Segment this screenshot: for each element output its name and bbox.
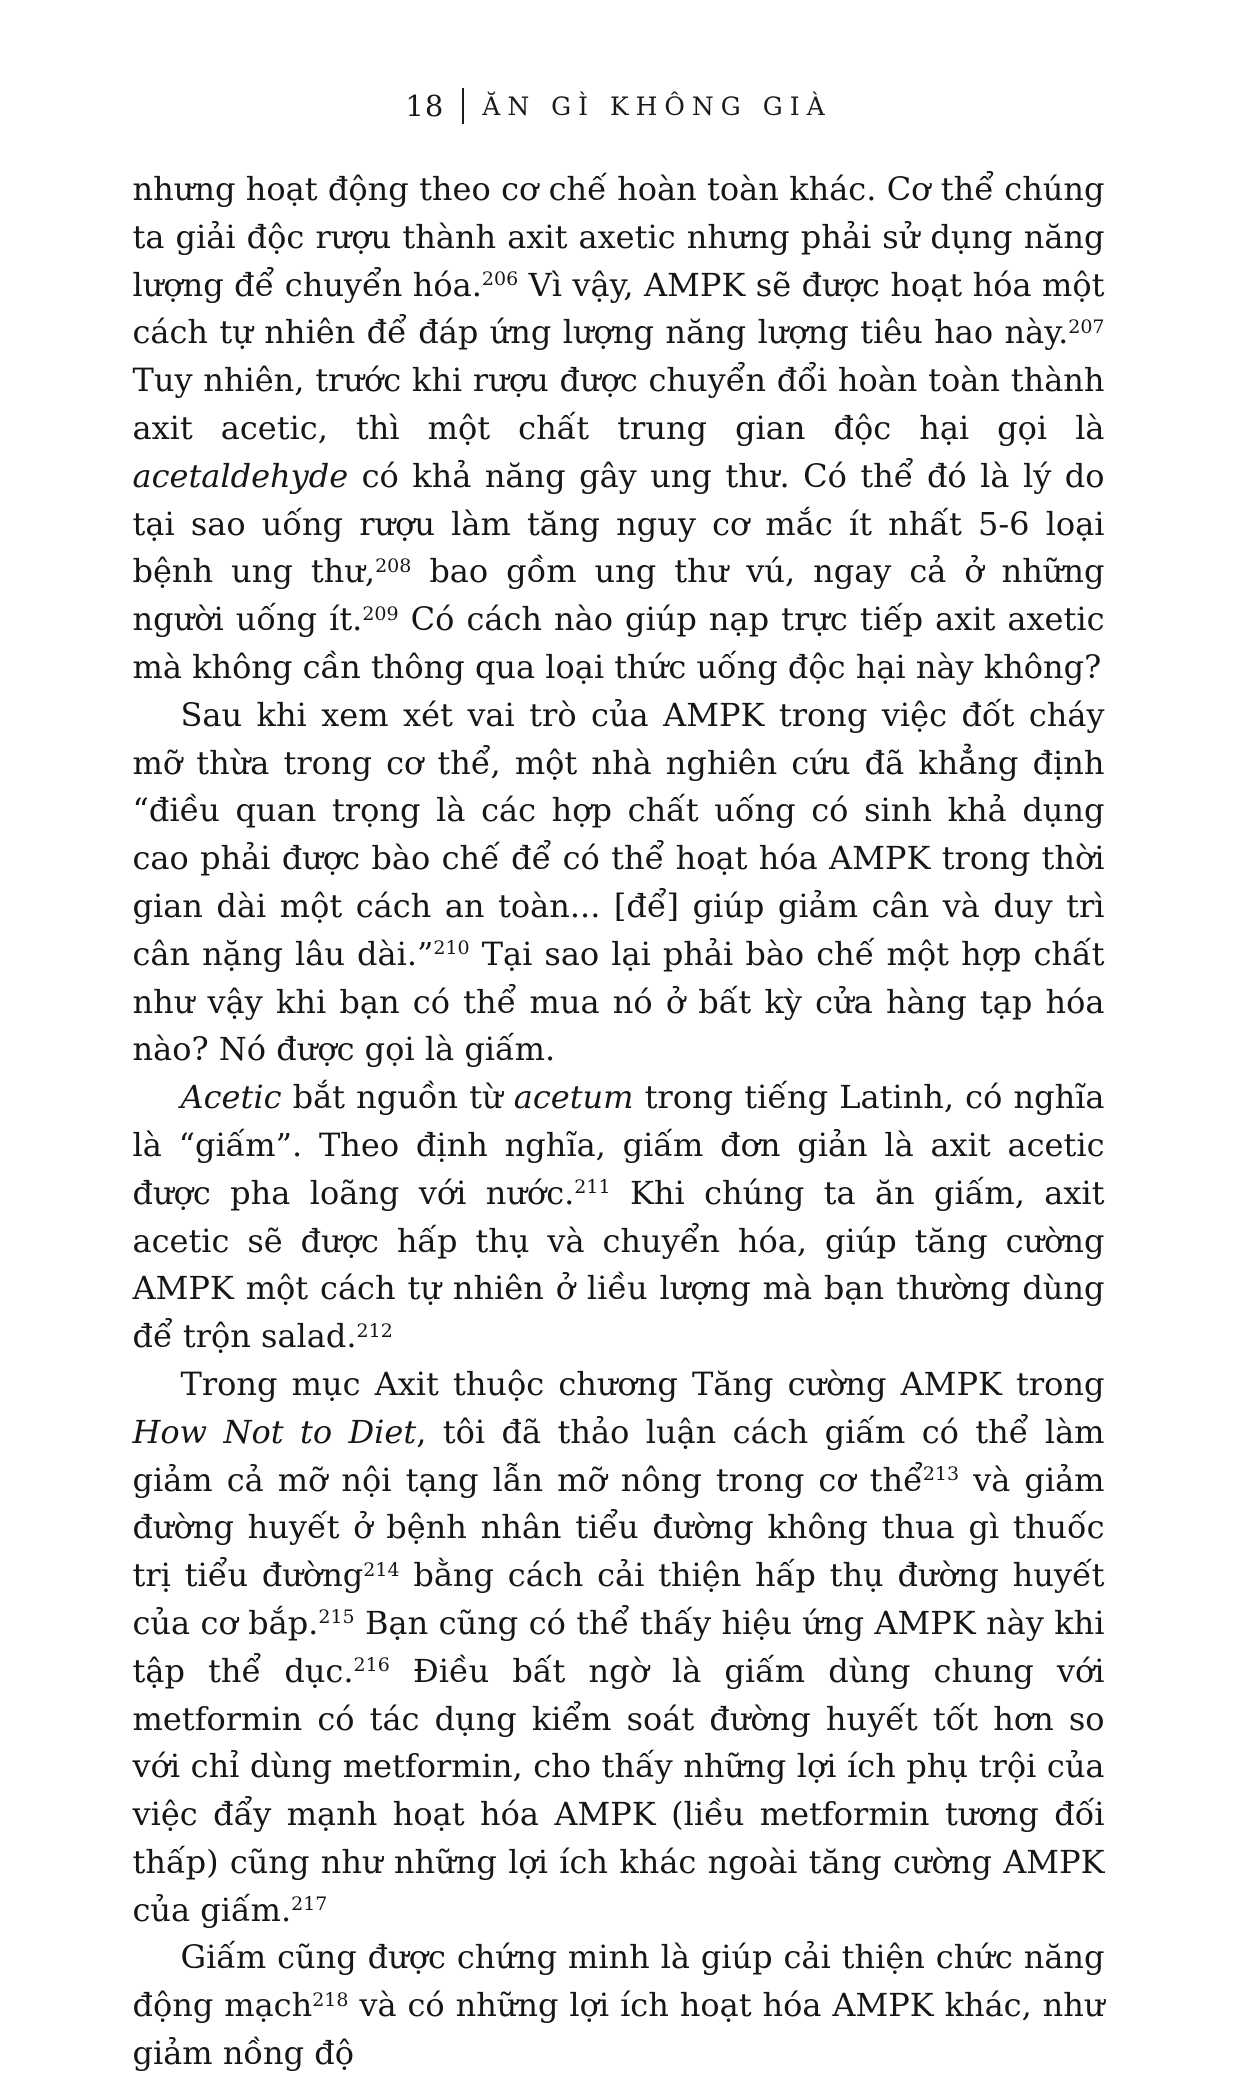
footnote-reference: 217 [291, 1893, 328, 1916]
footnote-reference: 216 [353, 1654, 390, 1677]
italic-text: Acetic [180, 1078, 282, 1117]
text-run: bắt nguồn từ [281, 1078, 514, 1117]
paragraph [133, 692, 1105, 1074]
paragraph [133, 1361, 1105, 1935]
text-run: Điều bất ngờ là giấm dùng chung với metformin có tác dụng kiểm soát đường huyết tốt hơn so với chỉ dùng metformin, cho thấy những lợi ích phụ trội của việc đẩy mạnh hoạt hóa AMPK (liều metformin tương đối thấp) cũng như những lợi ích khác ngoài tăng cường AMPK của giấm. [132, 1651, 1105, 1929]
text-run: Có cách nào giúp nạp trực tiếp axit axetic mà không cần thông qua loại thức uống độc hại này không? [132, 600, 1105, 686]
text-run: bằng cách cải thiện hấp thụ đường huyết của cơ bắp. [132, 1556, 1105, 1642]
text-run: Tuy nhiên, trước khi rượu được chuyển đổi hoàn toàn thành axit acetic, thì một chất trung gian độc hại gọi là [132, 361, 1105, 447]
footnote-reference: 209 [362, 602, 399, 625]
footnote-reference: 208 [375, 554, 412, 577]
text-run: có khả năng gây ung thư. Có thể đó là lý do tại sao uống rượu làm tăng nguy cơ mắc ít nhất 5-6 loại bệnh ung thư, [132, 456, 1105, 591]
footnote-reference: 210 [433, 937, 470, 960]
text-run: , tôi đã thảo luận cách giấm có thể làm giảm cả mỡ nội tạng lẫn mỡ nông trong cơ thể [132, 1412, 1105, 1499]
text-run: Sau khi xem xét vai trò của AMPK trong việc đốt cháy mỡ thừa trong cơ thể, một nhà nghiên cứu đã khẳng định “điều quan trọng là các hợp chất uống có sinh khả dụng cao phải được bào chế để có thể hoạt hóa AMPK trong thời gian dài một cách an toàn... [để] giúp giảm cân và duy trì cân nặng lâu dài.” [132, 695, 1105, 973]
text-run: Vì vậy, AMPK sẽ được hoạt hóa một cách tự nhiên để đáp ứng lượng năng lượng tiêu hao này. [132, 265, 1105, 352]
text-run: bao gồm ung thư vú, ngay cả ở những người uống ít. [132, 552, 1105, 639]
footnote-reference: 214 [363, 1558, 400, 1581]
text-run: Bạn cũng có thể thấy hiệu ứng AMPK này khi tập thể dục. [132, 1603, 1105, 1690]
paragraph [133, 166, 1105, 692]
text-run: Trong mục Axit thuộc chương Tăng cường AMPK trong [180, 1364, 1105, 1403]
footnote-reference: 206 [481, 268, 519, 291]
running-header [0, 88, 1237, 124]
footnote-reference: 215 [318, 1606, 355, 1629]
text-run: nhưng hoạt động theo cơ chế hoàn toàn khác. Cơ thể chúng ta giải độc rượu thành axit axetic nhưng phải sử dụng năng lượng để chuyển hóa. [132, 170, 1105, 304]
italic-text: acetum [513, 1078, 634, 1117]
footnote-reference: 211 [574, 1176, 611, 1199]
paragraph [133, 1934, 1105, 2077]
book-title: ĂN GÌ KHÔNG GIÀ [482, 91, 832, 121]
header-divider [462, 88, 464, 124]
text-run: và giảm đường huyết ở bệnh nhân tiểu đường không thua gì thuốc trị tiểu đường [132, 1460, 1105, 1595]
text-run: Khi chúng ta ăn giấm, axit acetic sẽ được hấp thụ và chuyển hóa, giúp tăng cường AMPK một cách tự nhiên ở liều lượng mà bạn thường dùng để trộn salad. [132, 1173, 1105, 1356]
italic-text: How Not to Diet [132, 1412, 417, 1451]
text-run: trong tiếng Latinh, có nghĩa là “giấm”. Theo định nghĩa, giấm đơn giản là axit acetic được pha loãng với nước. [132, 1078, 1105, 1212]
page-number: 18 [405, 89, 445, 123]
footnote-reference: 213 [922, 1463, 960, 1486]
page-body [133, 166, 1105, 2078]
footnote-reference: 218 [312, 1988, 349, 2011]
text-run: Tại sao lại phải bào chế một hợp chất như vậy khi bạn có thể mua nó ở bất kỳ cửa hàng tạp hóa nào? Nó được gọi là giấm. [132, 934, 1105, 1069]
text-run: Giấm cũng được chứng minh là giúp cải thiện chức năng động mạch [132, 1938, 1105, 2025]
italic-text: acetaldehyde [132, 456, 349, 495]
text-run: và có những lợi ích hoạt hóa AMPK khác, như giảm nồng độ [132, 1986, 1105, 2073]
footnote-reference: 212 [356, 1319, 393, 1342]
footnote-reference: 207 [1068, 315, 1105, 338]
paragraph [133, 1074, 1105, 1361]
